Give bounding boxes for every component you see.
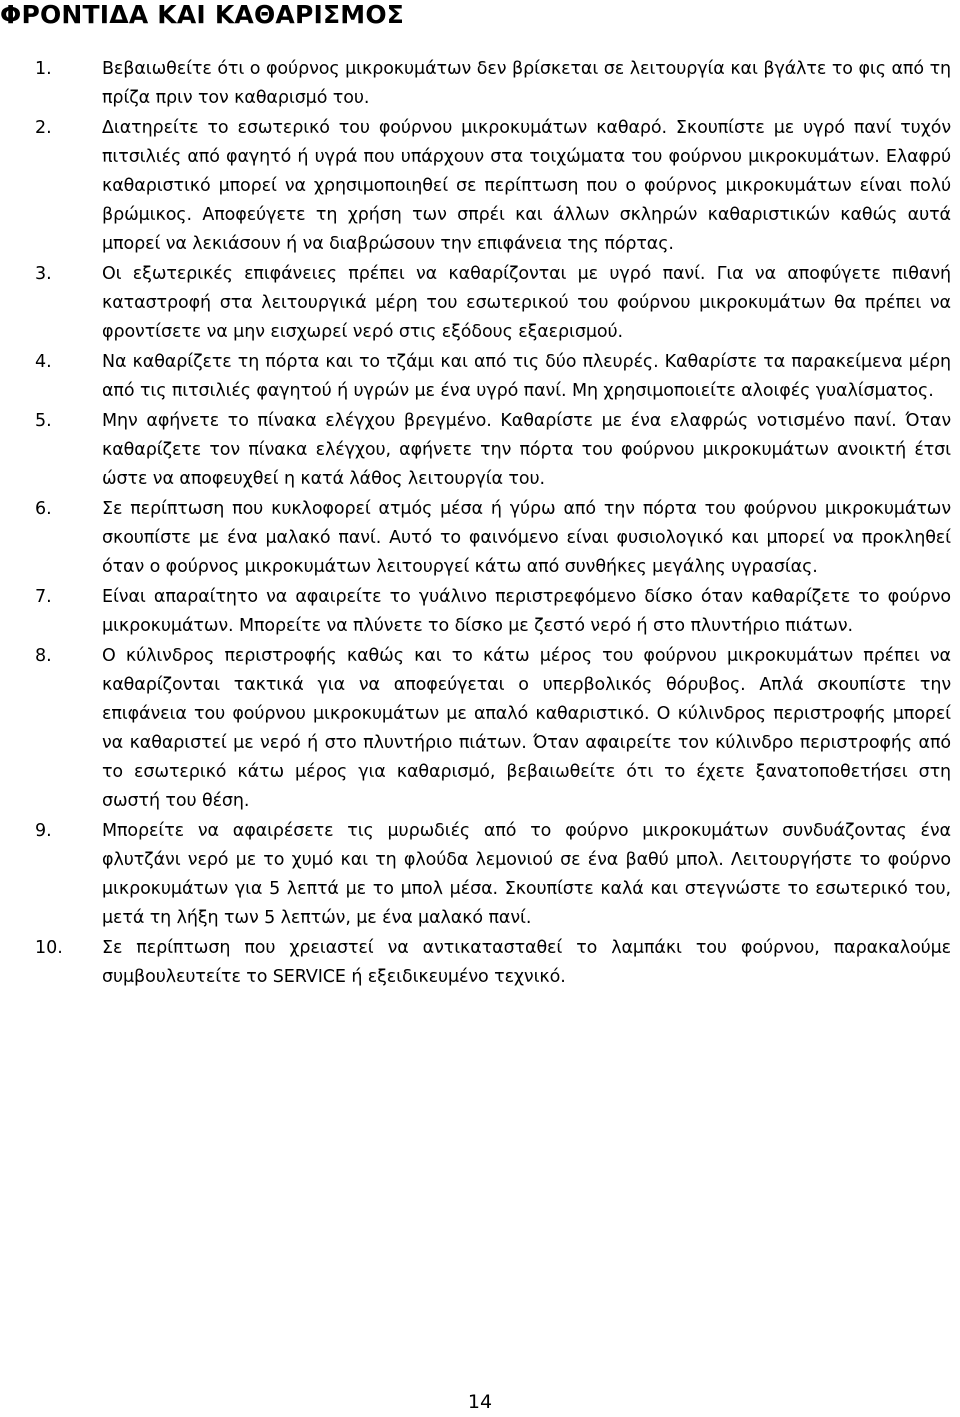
page-number: 14 bbox=[467, 1391, 493, 1413]
item-number: 10. bbox=[35, 938, 63, 958]
item-number: 5. bbox=[35, 411, 52, 431]
list-item bbox=[0, 55, 960, 113]
item-text: Οι εξωτερικές επιφάνειες πρέπει να καθαρίζονται με υγρό πανί. Για να αποφύγετε πιθανή καταστροφή στα λειτουργικά μέρη του εσωτερικού του φούρνου μικροκυμάτων θα πρέπει να φροντίσετε να μην εισχωρεί νερό στις εξόδους εξαερισμού. bbox=[102, 264, 951, 342]
item-number: 2. bbox=[35, 118, 52, 138]
list-item bbox=[0, 583, 960, 641]
list-item bbox=[0, 260, 960, 347]
item-text: Σε περίπτωση που κυκλοφορεί ατμός μέσα ή γύρω από την πόρτα του φούρνου μικροκυμάτων σκουπίστε με ένα μαλακό πανί. Αυτό το φαινόμενο είναι φυσιολογικό και μπορεί να προκληθεί όταν ο φούρνος μικροκυμάτων λειτουργεί κάτω από συνθήκες μεγάλης υγρασίας. bbox=[102, 499, 951, 577]
item-number: 7. bbox=[35, 587, 52, 607]
list-item bbox=[0, 495, 960, 582]
item-text: Είναι απαραίτητο να αφαιρείτε το γυάλινο περιστρεφόμενο δίσκο όταν καθαρίζετε το φούρνο μικροκυμάτων. Μπορείτε να πλύνετε το δίσκο με ζεστό νερό ή στο πλυντήριο πιάτων. bbox=[102, 587, 951, 636]
item-text: Διατηρείτε το εσωτερικό του φούρνου μικροκυμάτων καθαρό. Σκουπίστε με υγρό πανί τυχόν πιτσιλιές από φαγητό ή υγρά που υπάρχουν στα τοιχώματα του φούρνου μικροκυμάτων. Ελαφρύ καθαριστικό μπορεί να χρησιμοποιηθεί σε περίπτωση που ο φούρνος μικροκυμάτων είναι πολύ βρώμικος. Αποφεύγετε τη χρήση των σπρέι και άλλων σκληρών καθαριστικών καθώς αυτά μπορεί να λεκιάσουν ή να διαβρώσουν την επιφάνεια της πόρτας. bbox=[102, 118, 951, 254]
list-item bbox=[0, 642, 960, 816]
item-text: Μπορείτε να αφαιρέσετε τις μυρωδιές από το φούρνο μικροκυμάτων συνδυάζοντας ένα φλυτζάνι νερό με το χυμό και τη φλούδα λεμονιού σε ένα βαθύ μπολ. Λειτουργήστε το φούρνο μικροκυμάτων για 5 λεπτά με το μπολ μέσα. Σκουπίστε καλά και στεγνώστε το εσωτερικό του, μετά τη λήξη των 5 λεπτών, με ένα μαλακό πανί. bbox=[102, 821, 951, 928]
item-number: 3. bbox=[35, 264, 52, 284]
list-item bbox=[0, 407, 960, 494]
item-number: 6. bbox=[35, 499, 52, 519]
item-text: Βεβαιωθείτε ότι ο φούρνος μικροκυμάτων δεν βρίσκεται σε λειτουργία και βγάλτε το φις από τη πρίζα πριν τον καθαρισμό του. bbox=[102, 59, 951, 108]
list-item bbox=[0, 817, 960, 933]
item-text: Μην αφήνετε το πίνακα ελέγχου βρεγμένο. Καθαρίστε με ένα ελαφρώς νοτισμένο πανί. Όταν καθαρίζετε τον πίνακα ελέγχου, αφήνετε την πόρτα του φούρνου μικροκυμάτων ανοικτή έτσι ώστε να αποφευχθεί η κατά λάθος λειτουργία του. bbox=[102, 411, 951, 489]
item-text: Σε περίπτωση που χρειαστεί να αντικατασταθεί το λαμπάκι του φούρνου, παρακαλούμε συμβουλευτείτε το SERVICE ή εξειδικευμένο τεχνικό. bbox=[102, 938, 951, 987]
item-number: 4. bbox=[35, 352, 52, 372]
page-title: ΦΡΟΝΤΙΔΑ ΚΑΙ ΚΑΘΑΡΙΣΜΟΣ bbox=[0, 0, 405, 29]
list-item bbox=[0, 348, 960, 406]
list-item bbox=[0, 114, 960, 259]
item-text: Ο κύλινδρος περιστροφής καθώς και το κάτω μέρος του φούρνου μικροκυμάτων πρέπει να καθαρίζονται τακτικά για να αποφεύγεται ο υπερβολικός θόρυβος. Απλά σκουπίστε την επιφάνεια του φούρνου μικροκυμάτων με απαλό καθαριστικό. Ο κύλινδρος περιστροφής μπορεί να καθαριστεί με νερό ή στο πλυντήριο πιάτων. Όταν αφαιρείτε τον κύλινδρο περιστροφής από το εσωτερικό κάτω μέρος για καθαρισμό, βεβαιωθείτε ότι το έχετε ξανατοποθετήσει στη σωστή του θέση. bbox=[102, 646, 951, 811]
item-number: 1. bbox=[35, 59, 52, 79]
item-number: 8. bbox=[35, 646, 52, 666]
list-item bbox=[0, 934, 960, 992]
item-number: 9. bbox=[35, 821, 52, 841]
item-text: Να καθαρίζετε τη πόρτα και το τζάμι και από τις δύο πλευρές. Καθαρίστε τα παρακείμενα μέρη από τις πιτσιλιές φαγητού ή υγρών με ένα υγρό πανί. Μη χρησιμοποιείτε αλοιφές γυαλίσματος. bbox=[102, 352, 951, 401]
instructions-list bbox=[0, 55, 960, 993]
